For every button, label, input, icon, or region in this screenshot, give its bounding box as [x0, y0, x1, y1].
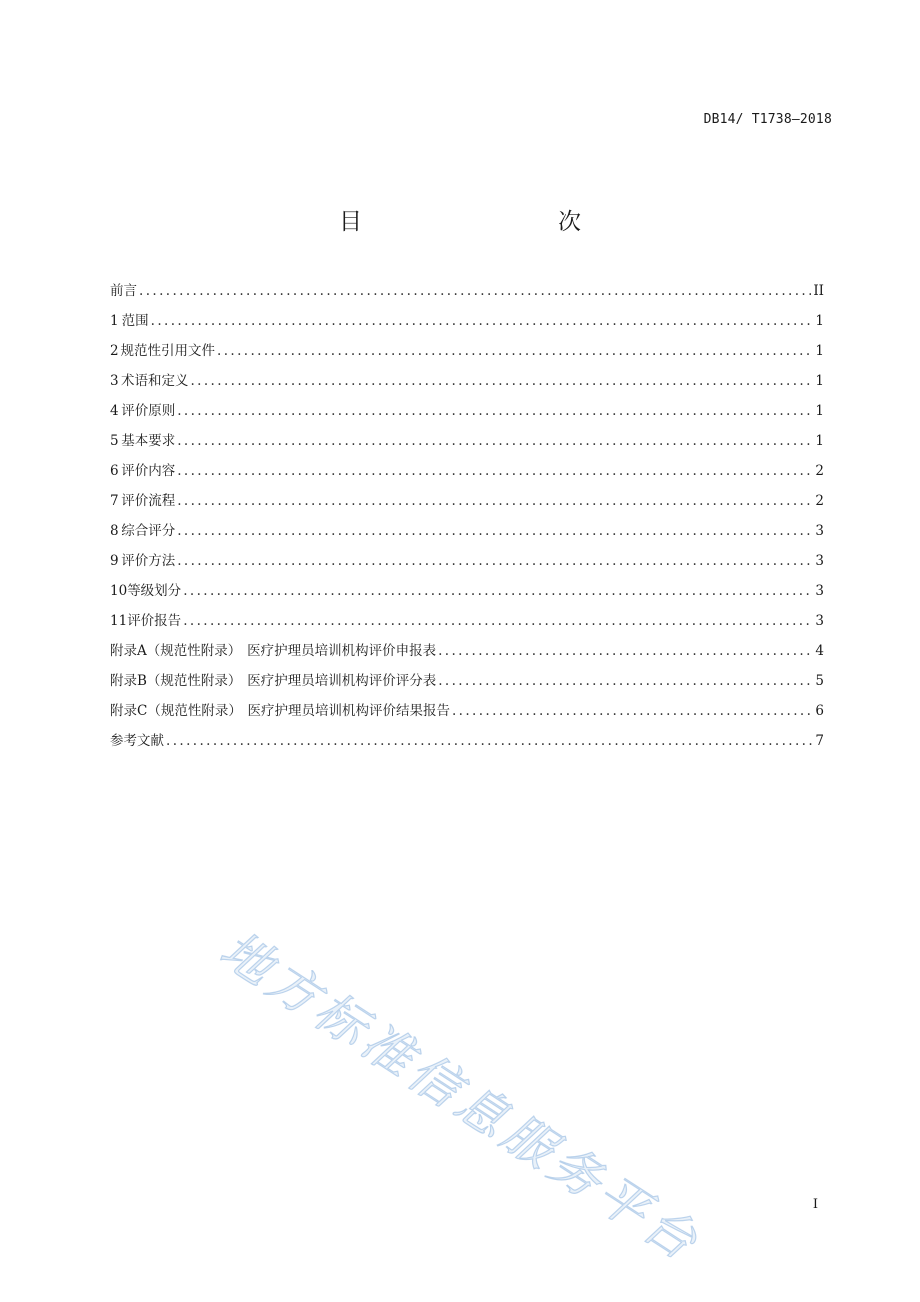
toc-label: 评价流程 [121, 493, 176, 509]
toc-appendix-number: 附录B（规范性附录） [110, 673, 242, 689]
toc-appendix-number: 附录A（规范性附录） [110, 643, 242, 659]
toc-section-number: 5 [110, 433, 119, 449]
toc-leader-dots [183, 613, 813, 629]
toc-entry-normative-references[interactable] [110, 339, 824, 369]
toc-section-number: 1 [110, 313, 119, 329]
toc-label: 医疗护理员培训机构评价申报表 [247, 643, 437, 659]
toc-leader-dots [151, 313, 814, 329]
toc-section-number: 10 [110, 583, 128, 599]
toc-entry-grade-classification[interactable] [110, 579, 824, 609]
table-of-contents [110, 279, 824, 759]
toc-page-number: 7 [815, 733, 824, 749]
toc-page-number: 5 [815, 673, 824, 689]
toc-section-number: 6 [110, 463, 119, 479]
toc-label: 医疗护理员培训机构评价结果报告 [247, 703, 450, 719]
toc-entry-appendix-c[interactable] [110, 699, 824, 729]
toc-leader-dots [217, 343, 813, 359]
toc-entry-evaluation-content[interactable] [110, 459, 824, 489]
toc-entry-foreword[interactable] [110, 279, 824, 309]
toc-section-number: 9 [110, 553, 119, 569]
toc-entry-basic-requirements[interactable] [110, 429, 824, 459]
page-title: 目 次 [339, 209, 631, 235]
toc-label: 术语和定义 [120, 373, 189, 389]
toc-entry-appendix-a[interactable] [110, 639, 824, 669]
toc-page-number: 1 [815, 403, 824, 419]
toc-section-number: 4 [110, 403, 119, 419]
toc-page-number: 1 [815, 433, 824, 449]
document-code: DB14/ T1738—2018 [703, 112, 832, 127]
toc-section-number: 2 [110, 343, 119, 359]
toc-label: 基本要求 [121, 433, 176, 449]
toc-page-number: 1 [815, 343, 824, 359]
toc-leader-dots [177, 523, 813, 539]
toc-leader-dots [190, 373, 813, 389]
toc-leader-dots [166, 733, 813, 749]
page-number: I [812, 1197, 818, 1212]
toc-entry-evaluation-process[interactable] [110, 489, 824, 519]
toc-label: 评价报告 [127, 613, 182, 629]
toc-leader-dots [177, 463, 813, 479]
toc-leader-dots [177, 493, 813, 509]
toc-section-number: 8 [110, 523, 119, 539]
toc-label: 规范性引用文件 [120, 343, 216, 359]
toc-label: 评价方法 [121, 553, 176, 569]
toc-appendix-number: 附录C（规范性附录） [110, 703, 242, 719]
toc-leader-dots [452, 703, 813, 719]
toc-leader-dots [139, 283, 811, 299]
toc-label: 参考文献 [110, 733, 164, 749]
toc-entry-evaluation-report[interactable] [110, 609, 824, 639]
toc-page-number: II [813, 283, 824, 299]
toc-label: 评价原则 [121, 403, 176, 419]
toc-page-number: 3 [815, 553, 824, 569]
toc-page-number: 6 [815, 703, 824, 719]
toc-page-number: 1 [815, 313, 824, 329]
toc-entry-scope[interactable] [110, 309, 824, 339]
watermark-text: 地方标准信息服务平台 [210, 920, 712, 1274]
toc-leader-dots [177, 433, 813, 449]
toc-page-number: 4 [815, 643, 824, 659]
toc-leader-dots [438, 673, 813, 689]
toc-section-number: 7 [110, 493, 119, 509]
toc-entry-references[interactable] [110, 729, 824, 759]
toc-entry-appendix-b[interactable] [110, 669, 824, 699]
toc-entry-terms-definitions[interactable] [110, 369, 824, 399]
toc-page-number: 2 [815, 463, 824, 479]
toc-page-number: 2 [815, 493, 824, 509]
toc-entry-comprehensive-scoring[interactable] [110, 519, 824, 549]
toc-label: 等级划分 [127, 583, 182, 599]
toc-section-number: 3 [110, 373, 119, 389]
toc-entry-evaluation-methods[interactable] [110, 549, 824, 579]
toc-leader-dots [177, 403, 813, 419]
toc-label: 前言 [110, 283, 137, 299]
toc-label: 范围 [121, 313, 149, 329]
toc-page-number: 3 [815, 613, 824, 629]
toc-page-number: 3 [815, 523, 824, 539]
toc-leader-dots [183, 583, 813, 599]
toc-label: 综合评分 [121, 523, 176, 539]
toc-leader-dots [438, 643, 813, 659]
toc-entry-evaluation-principles[interactable] [110, 399, 824, 429]
toc-page-number: 1 [815, 373, 824, 389]
toc-label: 评价内容 [121, 463, 176, 479]
toc-label: 医疗护理员培训机构评价评分表 [247, 673, 437, 689]
toc-leader-dots [177, 553, 813, 569]
toc-page-number: 3 [815, 583, 824, 599]
toc-section-number: 11 [110, 613, 128, 629]
